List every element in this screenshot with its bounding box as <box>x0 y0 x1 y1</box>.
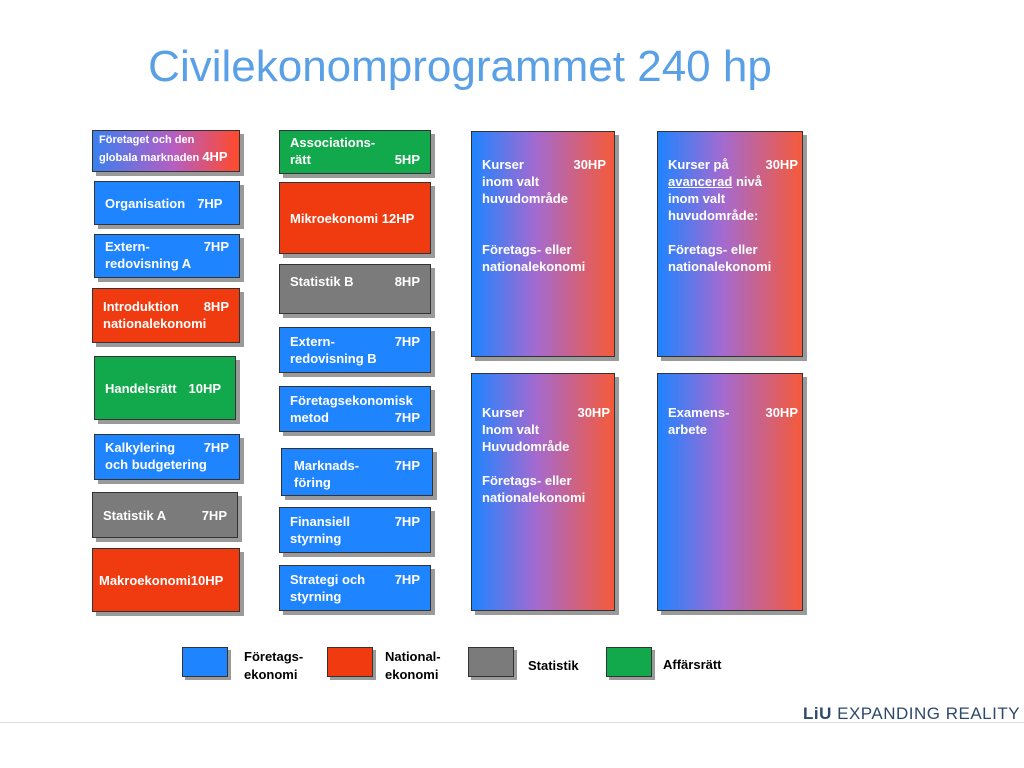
course-hp: 5HP <box>394 152 420 167</box>
block-line2: arbete <box>668 422 708 437</box>
course-name-line1: Företagsekonomisk <box>290 393 413 408</box>
course-hp: 7HP <box>394 410 420 425</box>
course-makroekonomi <box>92 548 240 612</box>
block-kurser-huvudomrade-1 <box>471 131 615 357</box>
legend-line1: Företags- <box>244 649 304 664</box>
course-organisation <box>94 181 240 225</box>
course-hp: 7HP <box>394 458 420 473</box>
course-extern-redovisning-a <box>94 234 240 278</box>
logo-text: EXPANDING REALITY <box>837 704 1021 723</box>
legend-swatch-affarsratt <box>606 647 652 677</box>
course-name-line2: och budgetering <box>105 457 207 472</box>
course-marknadsforing <box>281 448 433 496</box>
course-handelsratt <box>94 356 236 420</box>
legend-label-nationalekonomi <box>385 648 441 684</box>
course-name: Statistik A <box>103 507 167 523</box>
course-name-line1: Kalkylering <box>105 440 176 455</box>
course-hp: 7HP <box>394 572 420 587</box>
block-kurser-huvudomrade-2 <box>471 373 615 611</box>
block-line5: nationalekonomi <box>482 259 586 274</box>
course-introduktion-nationalekonomi <box>92 288 240 343</box>
page-title: Civilekonomprogrammet 240 hp <box>148 42 772 91</box>
block-hp: 30HP <box>765 405 798 420</box>
course-strategi-styrning <box>279 565 431 611</box>
course-name-line2: globala marknaden <box>99 152 203 164</box>
course-hp: 7HP <box>203 239 229 254</box>
legend-line1: Affärsrätt <box>663 657 722 672</box>
block-line4: Företags- eller <box>482 242 572 257</box>
course-foretagsekonomisk-metod <box>279 386 431 432</box>
block-line1: Kurser <box>482 405 524 420</box>
block-line6: nationalekonomi <box>668 259 772 274</box>
course-foretaget-globala <box>92 130 240 172</box>
course-name-line2: redovisning B <box>290 351 377 366</box>
course-finansiell-styrning <box>279 507 431 553</box>
block-line2-rest: nivå <box>732 174 762 189</box>
course-hp: 7HP <box>201 507 227 523</box>
course-name-line1: Strategi och <box>290 572 366 587</box>
block-line4: Företags- eller <box>482 473 572 488</box>
course-hp: 8HP <box>203 299 229 314</box>
course-extern-redovisning-b <box>279 327 431 373</box>
legend-swatch-nationalekonomi <box>327 647 373 677</box>
course-name-line1: Extern- <box>105 239 150 254</box>
course-kalkylering-budgetering <box>94 434 240 480</box>
block-line3: inom valt <box>668 191 726 206</box>
course-label: Mikroekonomi 12HP <box>290 210 415 226</box>
course-name-line1: Introduktion <box>103 299 179 314</box>
block-line5: Företags- eller <box>668 242 758 257</box>
course-name-line2: styrning <box>290 589 342 604</box>
liu-logo <box>803 704 1020 724</box>
block-line1: Kurser på <box>668 157 729 172</box>
course-name-line2: föring <box>294 475 331 490</box>
block-line4: huvudområde: <box>668 208 759 223</box>
course-mikroekonomi <box>279 182 431 254</box>
course-hp: 7HP <box>394 514 420 529</box>
course-name: Handelsrätt <box>105 380 177 396</box>
course-name-line2: rätt <box>290 152 311 167</box>
course-name: Statistik B <box>290 274 354 289</box>
course-label: Makroekonomi10HP <box>99 572 224 588</box>
course-name-line2: redovisning A <box>105 256 192 271</box>
block-line1: Kurser <box>482 157 524 172</box>
block-line2-underlined: avancerad <box>668 174 733 189</box>
block-line5: nationalekonomi <box>482 490 586 505</box>
course-name: Organisation <box>105 195 186 211</box>
block-line3: huvudområde <box>482 191 568 206</box>
legend-swatch-statistik <box>468 647 514 677</box>
legend-label-foretagsekonomi <box>244 648 303 684</box>
course-hp: 7HP <box>197 195 223 211</box>
legend-label-affarsratt <box>663 656 722 674</box>
course-hp: 10HP <box>188 380 222 396</box>
course-hp: 7HP <box>394 334 420 349</box>
legend-line2: ekonomi <box>244 667 298 682</box>
course-name-line1: Associations- <box>290 135 376 150</box>
block-avancerad-niva <box>657 131 803 357</box>
legend-line1: Statistik <box>528 658 579 673</box>
legend-swatch-foretagsekonomi <box>182 647 228 677</box>
course-name-line2: nationalekonomi <box>103 316 207 331</box>
block-examensarbete <box>657 373 803 611</box>
course-name-line2: styrning <box>290 531 342 546</box>
course-name-line1: Finansiell <box>290 514 350 529</box>
block-hp: 30HP <box>577 405 610 420</box>
block-line3: Huvudområde <box>482 439 570 454</box>
block-line2: Inom valt <box>482 422 540 437</box>
course-name-line2: metod <box>290 410 329 425</box>
block-hp: 30HP <box>765 157 798 172</box>
course-hp: 4HP <box>202 149 228 164</box>
course-associationsratt <box>279 130 431 174</box>
course-hp: 8HP <box>394 274 420 289</box>
course-name-line1: Extern- <box>290 334 335 349</box>
course-name-line1: Företaget och den <box>99 134 195 146</box>
legend-label-statistik <box>528 657 579 675</box>
logo-mark: LiU <box>803 704 832 723</box>
legend-line2: ekonomi <box>385 667 439 682</box>
course-statistik-b <box>279 264 431 314</box>
block-hp: 30HP <box>573 157 606 172</box>
block-line2: inom valt <box>482 174 540 189</box>
course-statistik-a <box>92 492 238 538</box>
block-line1: Examens- <box>668 405 730 420</box>
course-name-line1: Marknads- <box>294 458 360 473</box>
course-hp: 7HP <box>203 440 229 455</box>
legend-line1: National- <box>385 649 441 664</box>
